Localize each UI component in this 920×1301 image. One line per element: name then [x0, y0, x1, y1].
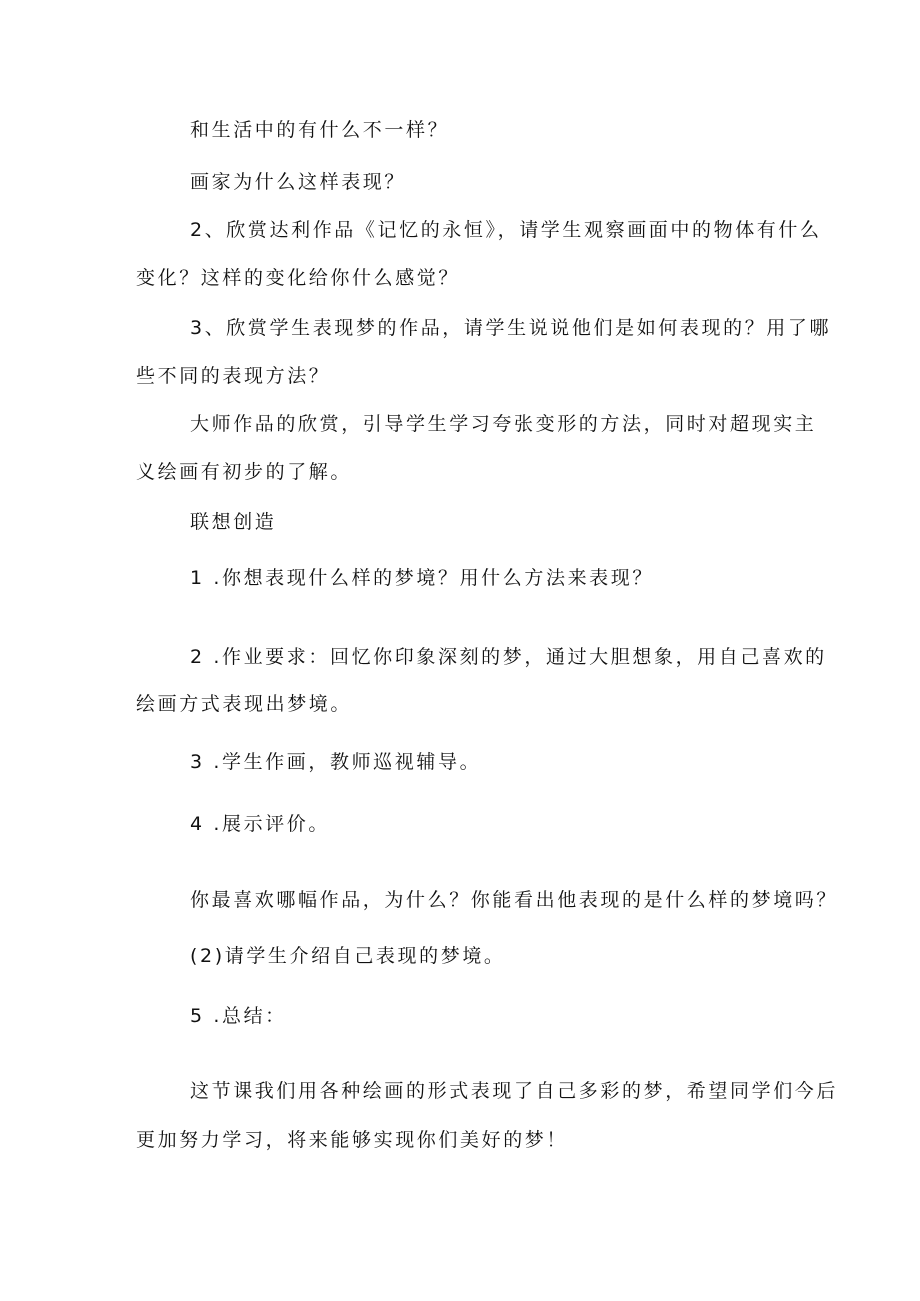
text-line: 你最喜欢哪幅作品，为什么？你能看出他表现的是什么样的梦境吗？: [190, 889, 839, 911]
text-line: 3、欣赏学生表现梦的作品，请学生说说他们是如何表现的？用了哪: [190, 317, 832, 339]
section-heading: 联想创造: [190, 511, 277, 533]
text-line: 绘画方式表现出梦境。: [136, 693, 353, 715]
text-line: 2 .作业要求：回忆你印象深刻的梦，通过大胆想象，用自己喜欢的: [190, 646, 827, 668]
text-line: 些不同的表现方法？: [136, 365, 331, 387]
text-line: 1 .你想表现什么样的梦境？用什么方法来表现？: [190, 567, 654, 589]
text-line: 2、欣赏达利作品《记忆的永恒》，请学生观察画面中的物体有什么: [190, 219, 822, 241]
text-line: 画家为什么这样表现？: [190, 171, 407, 193]
text-line: (2)请学生介绍自己表现的梦境。: [190, 945, 506, 967]
text-line: 和生活中的有什么不一样？: [190, 119, 450, 141]
text-line: 义绘画有初步的了解。: [136, 461, 353, 483]
text-line: 大师作品的欣赏，引导学生学习夸张变形的方法，同时对超现实主: [190, 413, 817, 435]
text-line: 4 .展示评价。: [190, 813, 330, 835]
text-line: 变化？这样的变化给你什么感觉？: [136, 267, 461, 289]
text-line: 这节课我们用各种绘画的形式表现了自己多彩的梦，希望同学们今后: [190, 1080, 839, 1102]
text-line: 5 .总结：: [190, 1005, 287, 1027]
text-line: 更加努力学习，将来能够实现你们美好的梦！: [136, 1129, 569, 1151]
text-line: 3 .学生作画，教师巡视辅导。: [190, 751, 482, 773]
